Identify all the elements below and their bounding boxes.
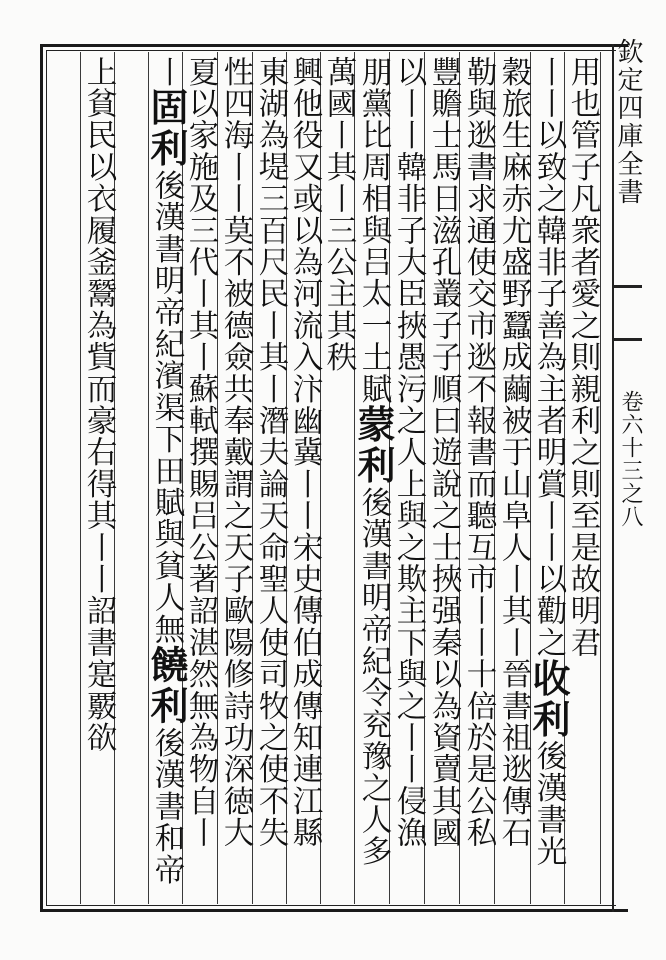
fish-tail-mark xyxy=(612,285,642,341)
text-column-15 xyxy=(72,56,124,902)
headword: 固利 xyxy=(144,87,189,170)
column-text: 用也管子凡衆者愛之則親利之則至是故明君 xyxy=(565,56,600,659)
column-text: 以丨丨韓非子大臣挾愚污之人上與之欺主下與之丨丨侵漁 xyxy=(391,56,426,849)
column-text: 丨 xyxy=(149,56,184,88)
column-text: 穀旅生麻赤尤盛野蠶成繭被于山阜人丨其丨晉書祖逖傳石 xyxy=(496,56,531,849)
column-text: 夏以家施及三代丨其丨蘇軾撰賜吕公著詔湛然無為物自丨 xyxy=(183,56,218,849)
column-text: 豐贍士馬日滋孔叢子子順曰遊說之士挾强秦以為資賣其國 xyxy=(426,56,461,849)
column-text: 朋黨比周相與吕太一土賦 xyxy=(356,56,391,405)
column-text: 後漢書明帝紀濱渠下田賦與貧人無 xyxy=(149,169,184,646)
column-text: 性四海丨丨莫不被德僉共奉戴謂之天子歐陽修詩功深徳大 xyxy=(218,56,253,849)
column-text: 後漢書和帝 xyxy=(149,727,184,886)
volume-label: 卷六十三之八 xyxy=(618,390,643,528)
column-text: 東湖為堤三百尺民丨其丨潛夫論天命聖人使司牧之使不失 xyxy=(253,56,288,849)
headword: 蒙利 xyxy=(351,404,396,487)
headword: 收利 xyxy=(526,658,571,741)
column-text: 丨丨以致之韓非子善為主者明賞丨丨以勸之 xyxy=(531,56,566,659)
column-text: 後漢書光 xyxy=(531,740,566,868)
book-title-banner: 欽定四庫全書 xyxy=(613,38,643,206)
column-text: 興他役又或以為河流入汴幽冀丨丨宋史傳伯成傳知連江縣 xyxy=(287,56,322,849)
column-text: 萬國丨其丨三公主其秩 xyxy=(321,56,356,373)
column-text: 後漢書明帝紀令兖豫之人多 xyxy=(356,486,391,868)
column-text: 上貧民以衣履釜鬵為貲而豪右得其丨丨詔書寔覈欲 xyxy=(81,56,116,754)
column-text: 勒與逖書求通使交市逖不報書而聽互市丨丨十倍於是公私 xyxy=(461,56,496,849)
headword: 饒利 xyxy=(144,645,189,728)
